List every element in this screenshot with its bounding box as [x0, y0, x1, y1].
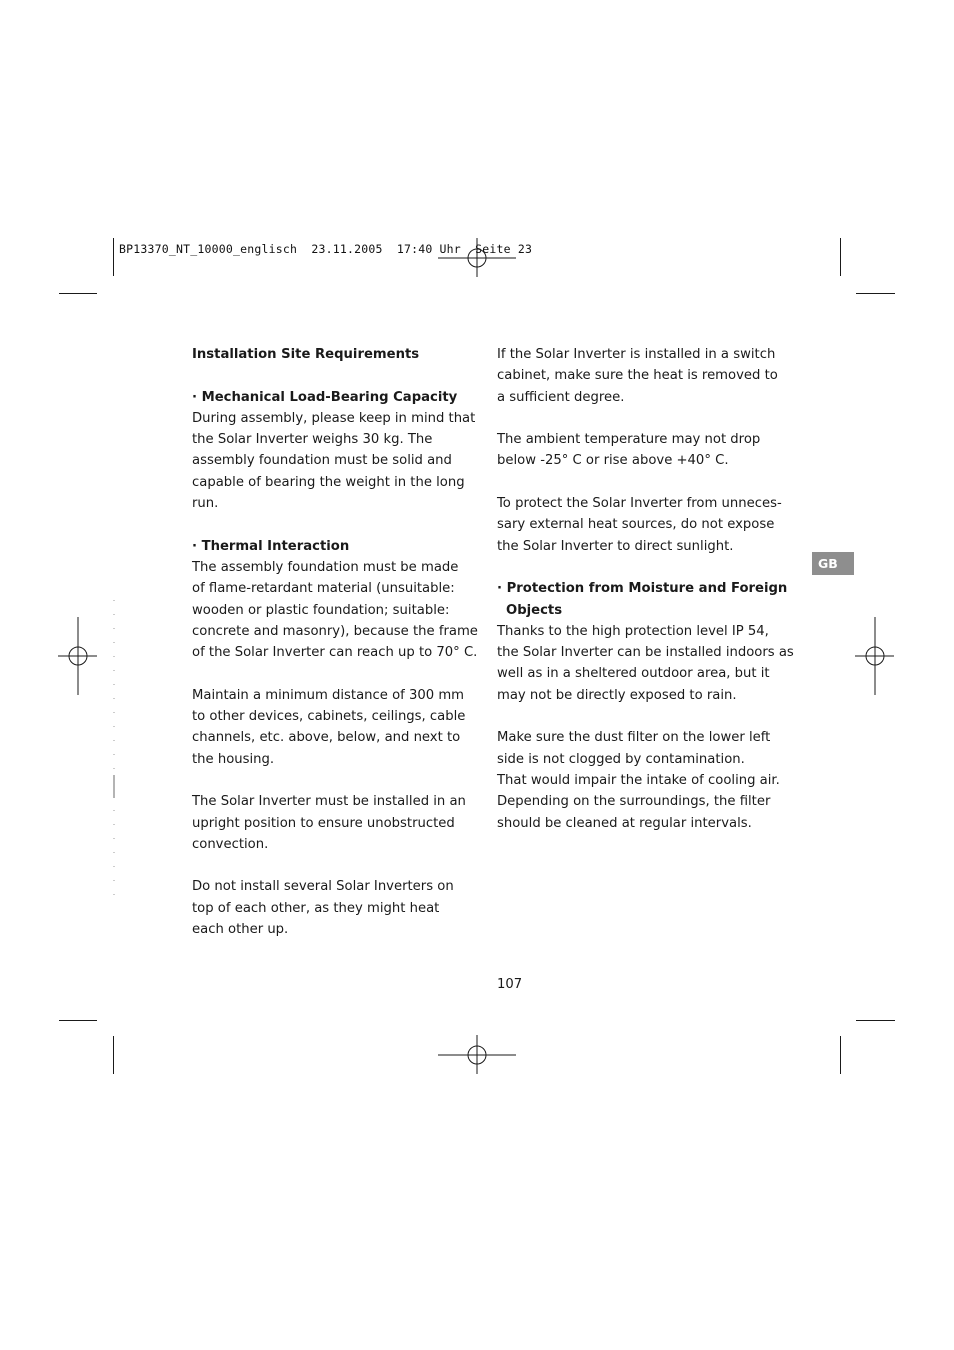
crop-mark-top-right-horizontal	[856, 293, 895, 294]
subheading-mechanical-load: · Mechanical Load-Bearing Capacity	[192, 389, 458, 405]
crop-mark-top-right-vertical	[840, 238, 841, 276]
subheading-moisture-line1: · Protection from Moisture and Foreign	[497, 581, 788, 597]
crop-mark-bottom-right-vertical	[840, 1036, 841, 1074]
paragraph-thermal-interaction: The assembly foundation must be made of flame-retardant material (unsuitable: wooden or plastic foundation; suitable: concrete and masonry), because the frame of the Solar Inverter can reach up to 70° C.	[192, 559, 478, 661]
page-number: 107	[497, 977, 523, 992]
crop-mark-top-left-vertical	[113, 238, 114, 276]
crop-mark-bottom-left-vertical	[113, 1036, 114, 1074]
registration-mark-top	[438, 219, 516, 297]
paragraph-ambient-temperature: The ambient temperature may not drop below -25° C or rise above +40° C.	[497, 432, 761, 469]
paragraph-minimum-distance: Maintain a minimum distance of 300 mm to other devices, cabinets, ceilings, cable channels, etc. above, below, and next to the housing.	[192, 687, 466, 767]
language-tab: GB	[812, 552, 854, 575]
paragraph-switch-cabinet: If the Solar Inverter is installed in a switch cabinet, make sure the heat is removed to a sufficient degree.	[497, 347, 778, 405]
paragraph-protection-level: Thanks to the high protection level IP 54, the Solar Inverter can be installed indoors as well as in a sheltered outdoor area, but it may not be directly exposed to rain.	[497, 623, 794, 703]
margin-dotted-line	[113, 600, 115, 905]
right-column	[497, 344, 797, 834]
registration-mark-bottom	[438, 1016, 516, 1094]
paragraph-dust-filter: Make sure the dust filter on the lower left side is not clogged by contamination. That would impair the intake of cooling air. Depending on the surroundings, the filter should be cleaned at regular intervals.	[497, 730, 780, 831]
paragraph-mechanical-load: During assembly, please keep in mind that the Solar Inverter weighs 30 kg. The assembly foundation must be solid and capable of bearing the weight in the long run.	[192, 410, 476, 512]
print-slug: BP13370_NT_10000_englisch 23.11.2005 17:40 Uhr Seite 23	[119, 242, 533, 256]
registration-mark-right	[836, 617, 914, 695]
section-heading: Installation Site Requirements	[192, 347, 420, 362]
left-column	[192, 344, 482, 940]
crop-mark-top-left-horizontal	[59, 293, 97, 294]
crop-mark-bottom-left-horizontal	[59, 1020, 97, 1021]
paragraph-upright-position: The Solar Inverter must be installed in an upright position to ensure unobstructed convection.	[192, 794, 466, 852]
subheading-moisture-line2: Objects	[506, 602, 563, 618]
subheading-thermal-interaction: · Thermal Interaction	[192, 538, 350, 554]
paragraph-direct-sunlight: To protect the Solar Inverter from unneces- sary external heat sources, do not expose the Solar Inverter to direct sunlight.	[497, 496, 782, 554]
registration-mark-left	[39, 617, 117, 695]
paragraph-no-stacking: Do not install several Solar Inverters on top of each other, as they might heat each other up.	[192, 879, 454, 938]
crop-mark-bottom-right-horizontal	[856, 1020, 895, 1021]
